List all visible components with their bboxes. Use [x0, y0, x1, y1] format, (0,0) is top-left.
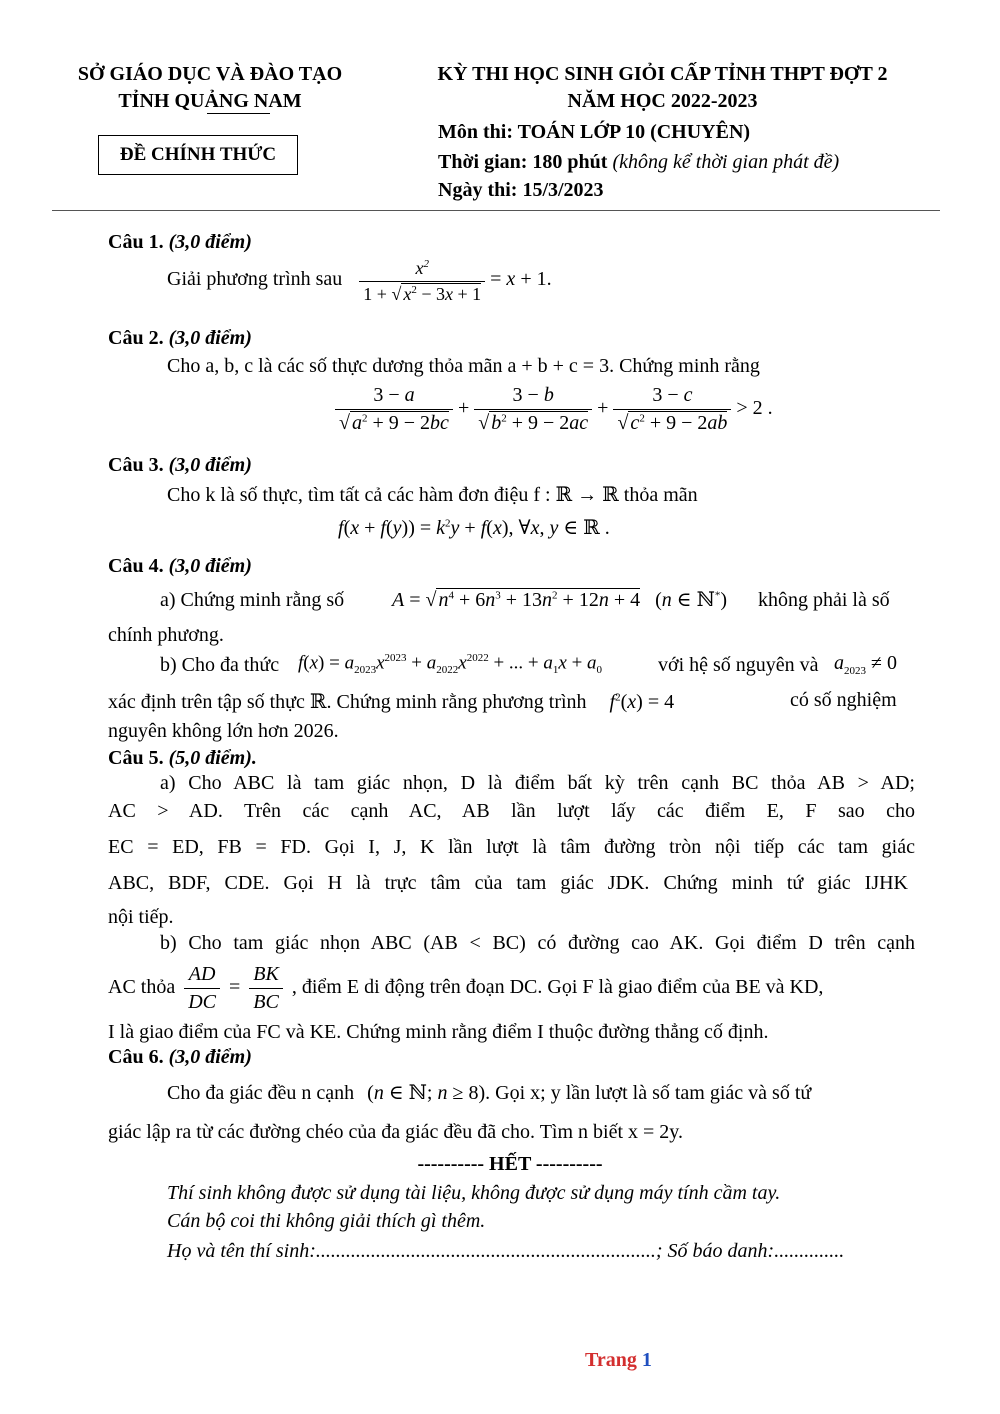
- q2-inequality: $\frac{3 - a}{√ a^2 + 9 - 2bc}$ + $\frac{3 - b}{√ b^2 + 9 - 2ac}$ + $\frac{3 - c}{√ c^2 + 9 - 2ab}$ > 2 .: [335, 384, 773, 435]
- page-number-value: 1: [641, 1349, 652, 1371]
- q1-equation: $\frac{x^2}{1 + √ x^2 - 3x + 1}$: [359, 258, 485, 305]
- q4b-line2: xác định trên tập số thực ℝ. Chứng minh rằng phương trình $f^2(x) = 4$: [108, 691, 675, 713]
- q2-points: (3,0 điểm): [168, 327, 252, 349]
- header-underline: [207, 113, 270, 114]
- q4b-polynomial: $f(x) = a_{2023}x^{2023} + a_{2022}x^{2022}$ + ... + $a_1x + a_0$: [298, 652, 603, 677]
- q3-title: Câu 3.: [108, 454, 164, 476]
- q2-title: Câu 2.: [108, 327, 164, 349]
- q2-heading: [108, 327, 252, 350]
- q4a-continuation: chính phương.: [108, 624, 224, 646]
- q1-body: Giải phương trình sau $\frac{x^2}{1 + √ x^2 - 3x + 1}$ = x + 1.: [167, 258, 552, 304]
- header-divider: [52, 210, 940, 211]
- q3-points: (3,0 điểm): [168, 454, 252, 476]
- q4b-leading-coef: $a_{2023} \ne 0$: [834, 652, 897, 677]
- q1-heading: [108, 231, 252, 254]
- q4a-tail: không phải là số: [758, 589, 890, 611]
- q6-title: Câu 6.: [108, 1046, 164, 1068]
- q4a-expression: A = √ $n^4 + 6n^3 + 13n^2 + 12n + 4$ (n ∈ ℕ*): [392, 589, 728, 611]
- q4-heading: [108, 555, 252, 578]
- exam-date: Ngày thi: 15/3/2023: [438, 179, 604, 201]
- q5b-line3: I là giao điểm của FC và KE. Chứng minh rằng điểm I thuộc đường thẳng cố định.: [108, 1021, 769, 1043]
- q6-line1-tail: . Gọi x; y lần lượt là số tam giác và số tứ: [485, 1082, 812, 1104]
- q5-heading: [108, 747, 257, 770]
- page-number: [585, 1349, 652, 1372]
- q4b-line2-text: xác định trên tập số thực ℝ. Chứng minh rằng phương trình: [108, 691, 587, 713]
- end-marker: ---------- HẾT ----------: [417, 1153, 603, 1175]
- q5a-line3: EC = ED, FB = FD. Gọi I, J, K lần lượt là tâm đường tròn nội tiếp các tam giác: [108, 836, 915, 858]
- q1-text: Giải phương trình sau: [167, 268, 343, 291]
- official-exam-badge: ĐỀ CHÍNH THỨC: [98, 135, 298, 175]
- footer-note-1: Thí sinh không được sử dụng tài liệu, không được sử dụng máy tính cầm tay.: [167, 1182, 781, 1204]
- q4a-lead: a) Chứng minh rằng số: [160, 589, 345, 611]
- q5b-line2: AC thỏa $\frac{AD}{DC}$ = $\frac{BK}{BC}$ , điểm E di động trên đoạn DC. Gọi F là giao điểm của BE và KD,: [108, 963, 824, 1013]
- q4-points: (3,0 điểm): [168, 555, 252, 577]
- q6-line1-lead: Cho đa giác đều n cạnh: [167, 1082, 355, 1104]
- q4b-mid: với hệ số nguyên và: [658, 654, 819, 676]
- q6-line2: giác lập ra từ các đường chéo của đa giác đều đã cho. Tìm n biết x = 2y.: [108, 1121, 683, 1143]
- q1-points: (3,0 điểm): [168, 231, 252, 253]
- q4-title: Câu 4.: [108, 555, 164, 577]
- q5b-line2-tail: , điểm E di động trên đoạn DC. Gọi F là giao điểm của BE và KD,: [291, 976, 824, 999]
- q5a-line5: nội tiếp.: [108, 906, 174, 928]
- page-label: Trang: [585, 1349, 637, 1371]
- candidate-info-line: Họ và tên thí sinh:....................................................................; Số báo danh:..............: [167, 1240, 845, 1262]
- q5b-line1: b) Cho tam giác nhọn ABC (AB < BC) có đường cao AK. Gọi điểm D trên cạnh: [160, 932, 915, 954]
- q3-equation: $f(x + f(y)) = k^2y + f(x)$, ∀x, y ∈ ℝ .: [338, 517, 610, 539]
- q4b-line3: nguyên không lớn hơn 2026.: [108, 720, 339, 742]
- exam-duration: [438, 151, 839, 174]
- q5a-line1: a) Cho ABC là tam giác nhọn, D là điểm bất kỳ trên cạnh BC thỏa AB > AD;: [160, 772, 915, 794]
- q2-text: Cho a, b, c là các số thực dương thỏa mãn a + b + c = 3. Chứng minh rằng: [167, 355, 760, 377]
- q6-heading: [108, 1046, 252, 1069]
- q5a-line2: AC > AD. Trên các cạnh AC, AB lần lượt lấy các điểm E, F sao cho: [108, 800, 915, 822]
- q6-line1: Cho đa giác đều n cạnh (n ∈ ℕ; n ≥ 8). Gọi x; y lần lượt là số tam giác và số tứ: [167, 1082, 812, 1104]
- q3-text: Cho k là số thực, tìm tất cả các hàm đơn điệu f : ℝ → ℝ thỏa mãn: [167, 484, 698, 506]
- province-name: TỈNH QUẢNG NAM: [118, 90, 302, 112]
- q5-title: Câu 5.: [108, 747, 164, 769]
- school-year: NĂM HỌC 2022-2023: [567, 90, 758, 112]
- exam-title: KỲ THI HỌC SINH GIỎI CẤP TỈNH THPT ĐỢT 2: [437, 63, 888, 85]
- q5a-line4: ABC, BDF, CDE. Gọi H là trực tâm của tam giác JDK. Chứng minh tứ giác IJHK: [108, 872, 908, 894]
- department-name: SỞ GIÁO DỤC VÀ ĐÀO TẠO: [77, 63, 343, 85]
- q4b-lead: b) Cho đa thức: [160, 654, 280, 676]
- duration-note: (không kể thời gian phát đề): [612, 151, 840, 173]
- q6-points: (3,0 điểm): [168, 1046, 252, 1068]
- footer-note-2: Cán bộ coi thi không giải thích gì thêm.: [167, 1210, 486, 1232]
- q3-heading: [108, 454, 252, 477]
- q5b-line2-lead: AC thỏa: [108, 976, 176, 999]
- duration-label: Thời gian: 180 phút: [438, 151, 608, 173]
- q1-title: Câu 1.: [108, 231, 164, 253]
- q4b-line2-tail: có số nghiệm: [790, 689, 897, 711]
- q5-points: (5,0 điểm).: [168, 747, 257, 769]
- exam-subject: Môn thi: TOÁN LỚP 10 (CHUYÊN): [438, 121, 751, 143]
